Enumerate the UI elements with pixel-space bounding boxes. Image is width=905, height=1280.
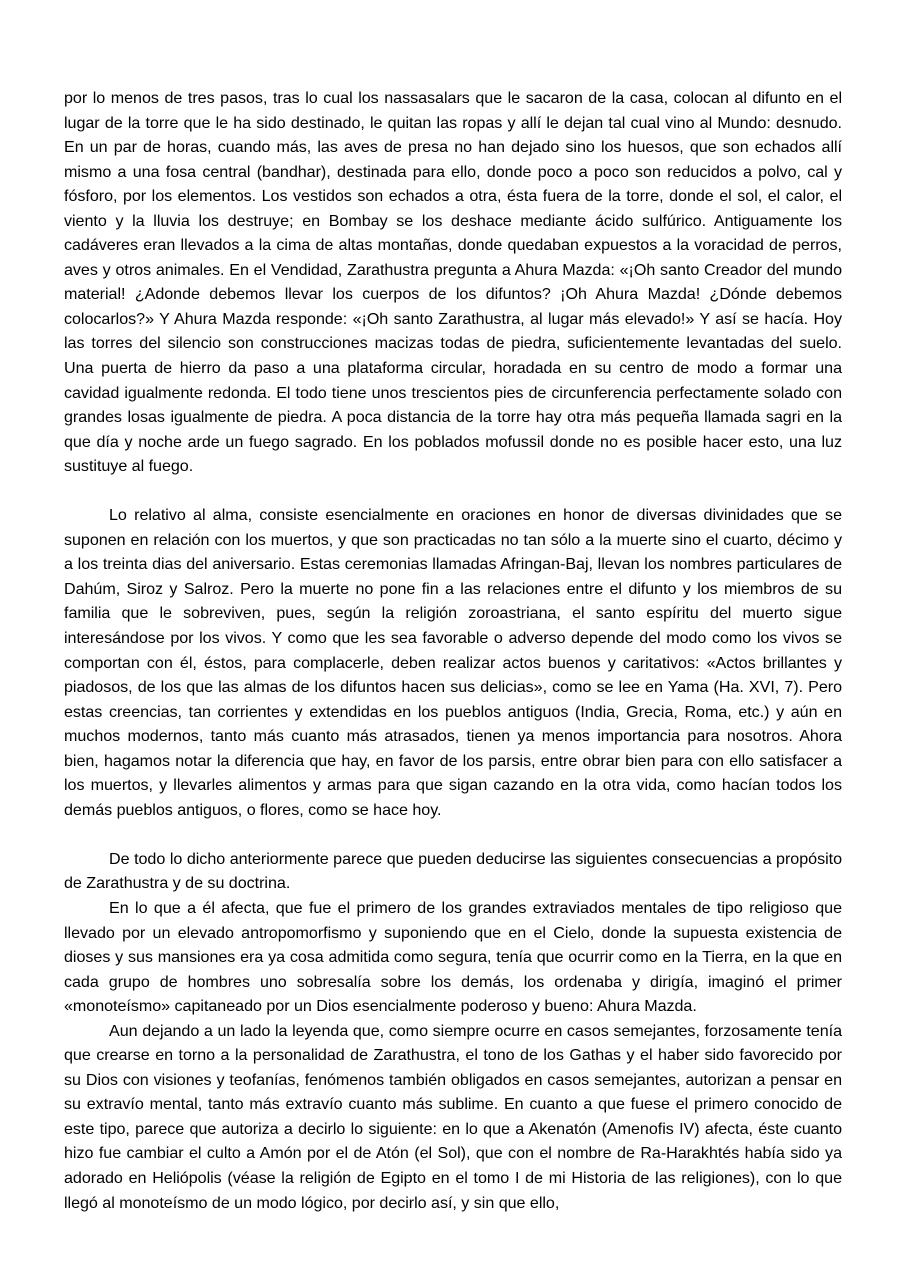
- paragraph-4: En lo que a él afecta, que fue el primero de los grandes extraviados mentales de tipo religioso que llevado por un elevado antropomorfismo y suponiendo que en el Cielo, donde la supuesta existencia de dioses y sus mansiones era ya cosa admitida como segura, tenía que ocurrir como en la Tierra, en la que en cada grupo de hombres uno sobresalía sobre los demás, los ordenaba y dirigía, imaginó el primer «monoteísmo» capitaneado por un Dios esencialmente poderoso y bueno: Ahura Mazda.: [64, 898, 842, 1016]
- paragraph-3: De todo lo dicho anteriormente parece que pueden deducirse las siguientes consecuencias a propósito de Zarathustra y de su doctrina.: [64, 849, 842, 893]
- paragraph-1: por lo menos de tres pasos, tras lo cual los nassasalars que le sacaron de la casa, colocan al difunto en el lugar de la torre que le ha sido destinado, le quitan las ropas y allí le dejan tal cual vino al Mundo: desnudo. En un par de horas, cuando más, las aves de presa no han dejado sino los huesos, que son echados allí mismo a una fosa central (bandhar), destinada para ello, donde poco a poco son reducidos a polvo, cal y fósforo, por los elementos. Los vestidos son echados a otra, ésta fuera de la torre, donde el sol, el calor, el viento y la lluvia los destruye; en Bombay se los deshace mediante ácido sulfúrico. Antiguamente los cadáveres eran llevados a la cima de altas montañas, donde quedaban expuestos a la voracidad de perros, aves y otros animales. En el Vendidad, Zarathustra pregunta a Ahura Mazda: «¡Oh santo Creador del mundo material! ¿Adonde debemos llevar los cuerpos de los difuntos? ¡Oh Ahura Mazda! ¿Dónde debemos colocarlos?» Y Ahura Mazda responde: «¡Oh santo Zarathustra, al lugar más elevado!» Y así se hacía. Hoy las torres del silencio son construcciones macizas todas de piedra, suficientemente levantadas del suelo. Una puerta de hierro da paso a una plataforma circular, horadada en su centro de modo a formar una cavidad igualmente redonda. El todo tiene unos trescientos pies de circunferencia perfectamente solado con grandes losas igualmente de piedra. A poca distancia de la torre hay otra más pequeña llamada sagri en la que día y noche arde un fuego sagrado. En los poblados mofussil donde no es posible hacer esto, una luz sustituye al fuego.: [64, 89, 842, 476]
- paragraph-5: Aun dejando a un lado la leyenda que, como siempre ocurre en casos semejantes, forzosamente tenía que crearse en torno a la personalidad de Zarathustra, el tono de los Gathas y el haber sido favorecido por su Dios con visiones y teofanías, fenómenos también obligados en casos semejantes, autorizan a pensar en su extravío mental, tanto más extravío cuanto más sublime. En cuanto a que fuese el primero conocido de este tipo, parece que autoriza a decirlo lo siguiente: en lo que a Akenatón (Amenofis IV) afecta, éste cuanto hizo fue cambiar el culto a Amón por el de Atón (el Sol), que con el nombre de Ra-Harakhtés había sido ya adorado en Heliópolis (véase la religión de Egipto en el tomo I de mi Historia de las religiones), con lo que llegó al monoteísmo de un modo lógico, por decirlo así, y sin que ello,: [64, 1021, 842, 1212]
- paragraph-2: Lo relativo al alma, consiste esencialmente en oraciones en honor de diversas divinidades que se suponen en relación con los muertos, y que son practicadas no tan sólo a la muerte sino el cuarto, décimo y a los treinta dias del aniversario. Estas ceremonias llamadas Afringan-Baj, llevan los nombres particulares de Dahúm, Siroz y Salroz. Pero la muerte no pone fin a las relaciones entre el difunto y los miembros de su familia que le sobreviven, pues, según la religión zoroastriana, el santo espíritu del muerto sigue interesándose por los vivos. Y como que les sea favorable o adverso depende del modo como los vivos se comportan con él, éstos, para complacerle, deben realizar actos buenos y caritativos: «Actos brillantes y piadosos, de los que las almas de los difuntos hacen sus delicias», como se lee en Yama (Ha. XVI, 7). Pero estas creencias, tan corrientes y extendidas en los pueblos antiguos (India, Grecia, Roma, etc.) y aún en muchos modernos, tanto más cuanto más atrasados, tienen ya menos importancia para nosotros. Ahora bien, hagamos notar la diferencia que hay, en favor de los parsis, entre obrar bien para con ello satisfacer a los muertos, y llevarles alimentos y armas para que sigan cazando en la otra vida, como hacían todos los demás pueblos antiguos, o flores, como se hace hoy.: [64, 506, 842, 819]
- document-text-body: [64, 86, 842, 1215]
